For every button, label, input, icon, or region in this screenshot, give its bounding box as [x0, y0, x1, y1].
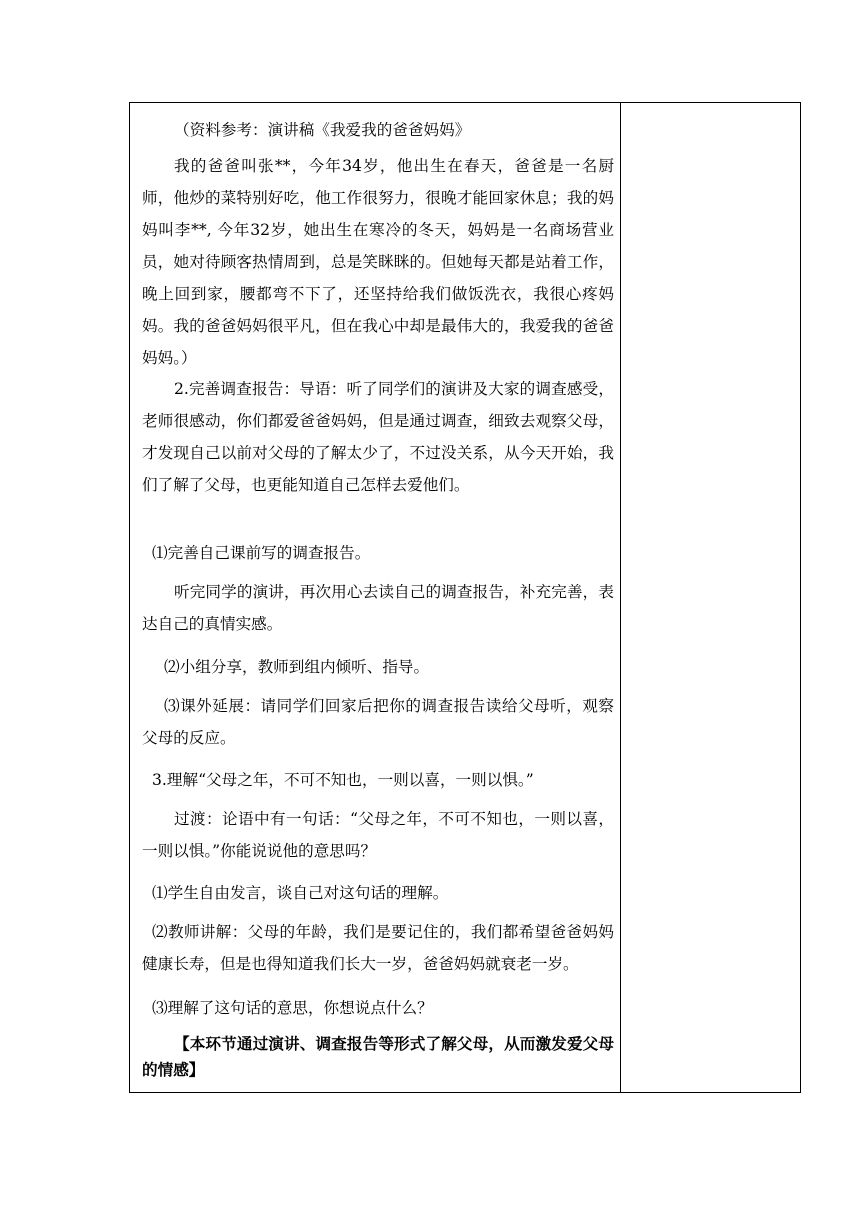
notes-cell-empty: [621, 103, 800, 1092]
step-3-item-1: ⑴学生自由发言，谈自己对这句话的理解。: [152, 884, 449, 902]
lesson-table: [129, 102, 801, 1093]
transition-paragraph: 过渡：论语中有一句话：“父母之年，不可不知也，一则以喜，一则以惧。”你能说说他的意思吗？: [142, 810, 614, 860]
step-3-heading: 3.理解“父母之年，不可不知也，一则以喜，一则以惧。”: [152, 771, 534, 789]
step-2-item-3: ⑶课外延展：请同学们回家后把你的调查报告读给父母听，观察父母的反应。: [142, 697, 614, 747]
section-summary-note: 【本环节通过演讲、调查报告等形式了解父母，从而激发爱父母的情感】: [142, 1034, 614, 1079]
step-3-item-2: ⑵教师讲解：父母的年龄，我们是要记住的，我们都希望爸爸妈妈健康长寿，但是也得知道我们长大一岁，爸爸妈妈就衰老一岁。: [142, 923, 614, 973]
step-2-item-2: ⑵小组分享，教师到组内倾听、指导。: [164, 658, 430, 676]
step-2-item-1-detail: 听完同学的演讲，再次用心去读自己的调查报告，补充完善，表达自己的真情实感。: [142, 583, 614, 633]
step-2-paragraph: 2.完善调查报告：导语：听了同学们的演讲及大家的调查感受，老师很感动，你们都爱爸爸妈妈，但是通过调查，细致去观察父母，才发现自己以前对父母的了解太少了，不过没关系，从今天开始，我们了解了父母，也更能知道自己怎样去爱他们。: [142, 380, 614, 494]
step-2-item-1: ⑴完善自己课前写的调查报告。: [152, 544, 371, 562]
step-3-item-3: ⑶理解了这句话的意思，你想说点什么？: [152, 999, 433, 1017]
speech-paragraph: 我的爸爸叫张**，今年34岁，他出生在春天，爸爸是一名厨师，他炒的菜特别好吃，他工作很努力，很晚才能回家休息；我的妈妈叫李**, 今年32岁，她出生在寒冷的冬天，妈妈是一名商场营业员，她对待顾客热情周到，总是笑眯眯的。但她每天都是站着工作，晚上回到家，腰都弯不下了，还坚持给我们做饭洗衣，我很心疼妈妈。我的爸爸妈妈很平凡，但在我心中却是最伟大的，我爱我的爸爸妈妈。）: [142, 157, 614, 367]
lesson-content-cell: [130, 103, 620, 1092]
reference-heading: （资料参考：演讲稿《我爱我的爸爸妈妈》: [174, 121, 471, 139]
